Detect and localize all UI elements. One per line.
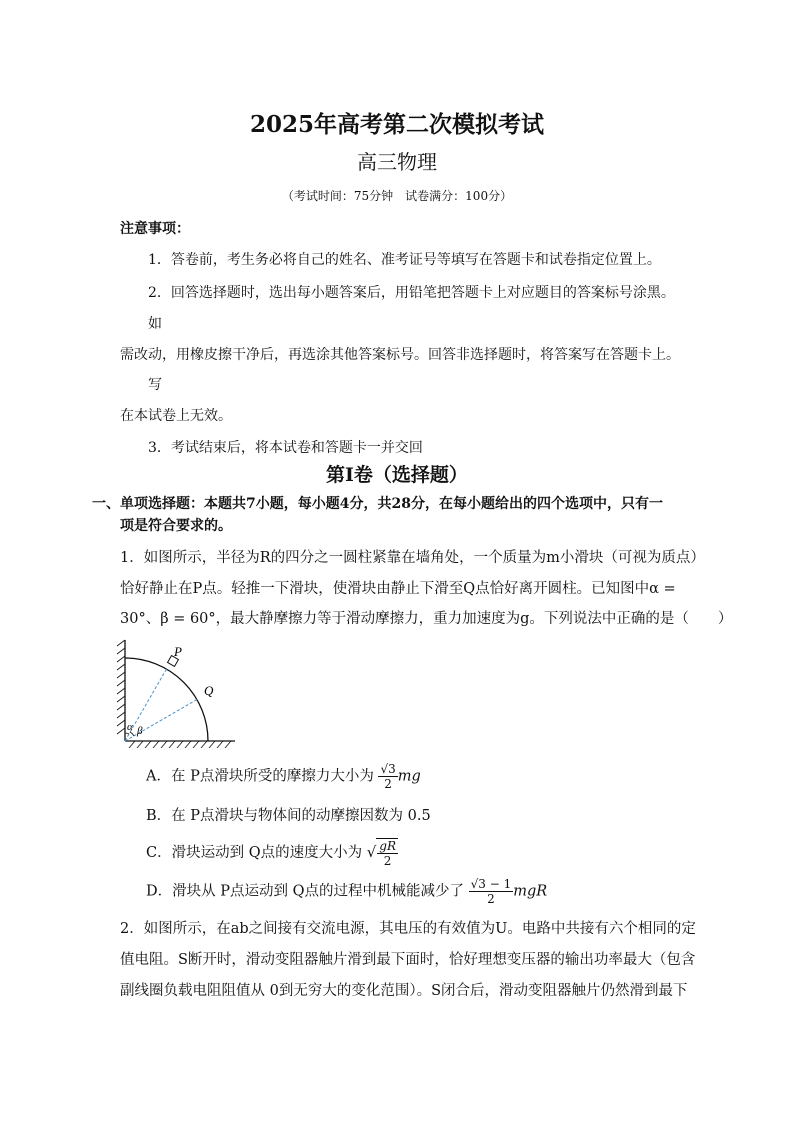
notice-heading: 注意事项： — [120, 221, 190, 237]
q1-option-c-text: C．滑块运动到 Q点的速度大小为 — [146, 845, 363, 861]
q1-option-a — [146, 762, 421, 791]
q1-option-d — [146, 877, 547, 906]
q1-option-c — [146, 838, 398, 868]
exam-title: 2025年高考第二次模拟考试 — [249, 111, 544, 138]
q1-option-a-denominator: 2 — [384, 777, 392, 791]
q1-option-d-denominator: 2 — [487, 892, 495, 906]
q1-option-d-numerator: √3 − 1 — [470, 877, 512, 891]
q2-line-3: 副线圈负载电阻阻值从 0到无穷大的变化范围）。S闭合后，滑动变阻器触片仍然滑到最下 — [120, 983, 688, 999]
q1-figure — [115, 638, 240, 750]
q1-option-d-fraction — [469, 877, 514, 906]
q1-option-c-denominator: 2 — [383, 854, 392, 868]
notice-item-2-line-2: 如 — [148, 316, 162, 332]
q1-line-1: 1．如图所示，半径为R的四分之一圆柱紧靠在墙角处，一个质量为m小滑块（可视为质点） — [120, 550, 705, 566]
q1-option-c-numerator: gR — [379, 839, 396, 853]
q1-option-a-text: A．在 P点滑块所受的摩擦力大小为 — [146, 768, 374, 785]
section-instruction-line-2: 项是符合要求的。 — [120, 518, 232, 534]
q1-line-3: 30°、β = 60°，最大静摩擦力等于滑动摩擦力，重力加速度为g。下列说法中正确的是（ ） — [120, 611, 733, 627]
notice-item-2-line-1: 2．回答选择题时，选出每小题答案后，用铅笔把答题卡上对应题目的答案标号涂黑。 — [148, 285, 675, 301]
exam-time-info: （考试时间：75分钟 试卷满分：100分） — [281, 189, 513, 203]
notice-item-2-line-5: 在本试卷上无效。 — [120, 408, 232, 424]
ground-hatch — [129, 741, 231, 748]
notice-item-2-line-4: 写 — [148, 377, 162, 393]
q1-option-d-tail: mgR — [513, 883, 548, 900]
radius-to-q — [125, 700, 197, 742]
q1-option-d-text: D．滑块从 P点运动到 Q点的过程中机械能减少了 — [146, 883, 464, 900]
q1-option-c-fraction — [376, 838, 398, 868]
label-p: P — [174, 644, 182, 659]
q1-option-a-tail: mg — [397, 768, 421, 785]
wall-hatch — [117, 640, 125, 734]
q1-option-a-numerator: √3 — [380, 762, 396, 776]
sqrt-sign: √ — [366, 843, 377, 861]
q1-line-2: 恰好静止在P点。轻推一下滑块，使滑块由静止下滑至Q点恰好离开圆柱。已知图中α = — [120, 581, 676, 597]
label-beta: β — [137, 725, 143, 737]
q1-option-a-fraction — [378, 762, 397, 791]
section-title: 第I卷（选择题） — [326, 464, 468, 486]
label-q: Q — [204, 683, 214, 698]
q2-line-2: 值电阻。S断开时，滑动变阻器触片滑到最下面时，恰好理想变压器的输出功率最大（包含 — [120, 952, 696, 968]
notice-item-3: 3．考试结束后，将本试卷和答题卡一并交回 — [148, 440, 423, 456]
exam-subtitle: 高三物理 — [357, 150, 437, 174]
q2-line-1: 2．如图所示，在ab之间接有交流电源，其电压的有效值为U。电路中共接有六个相同的定 — [120, 921, 696, 937]
notice-item-1: 1．答卷前，考生务必将自己的姓名、准考证号等填写在答题卡和试卷指定位置上。 — [148, 252, 661, 268]
notice-item-2-line-3: 需改动，用橡皮擦干净后，再选涂其他答案标号。回答非选择题时，将答案写在答题卡上。 — [120, 347, 680, 363]
label-alpha: α — [127, 721, 133, 733]
section-instruction-line-1: 一、单项选择题：本题共7小题，每小题4分，共28分，在每小题给出的四个选项中，只有一 — [92, 496, 663, 512]
q1-option-b: B．在 P点滑块与物体间的动摩擦因数为 0.5 — [146, 808, 431, 824]
